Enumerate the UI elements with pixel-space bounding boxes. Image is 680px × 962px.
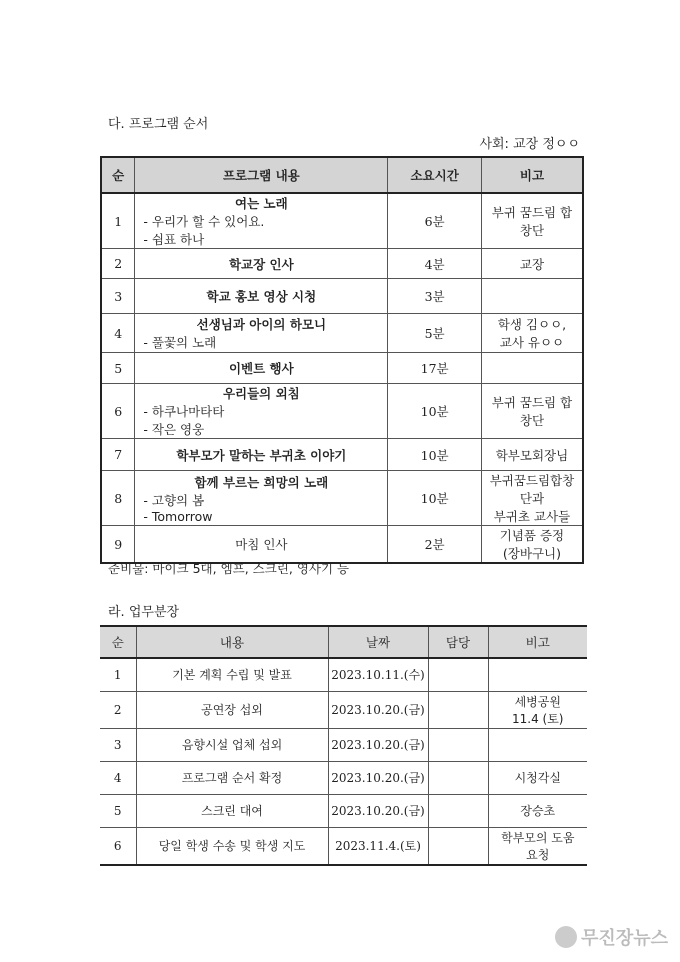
note: [488, 794, 587, 827]
program-subitem: - 풀꽃의 노래: [143, 335, 217, 350]
task-content: 프로그램 순서 확정: [136, 761, 328, 794]
program-content: [135, 193, 388, 249]
note: [481, 384, 583, 439]
row-number: 3: [101, 279, 135, 314]
row-number: 1: [101, 193, 135, 249]
task-content: 공연장 섭외: [136, 691, 328, 728]
task-date: 2023.10.20.(금): [328, 794, 428, 827]
table-row: [101, 314, 583, 353]
note: [488, 728, 587, 761]
note-line: 장승초: [520, 804, 556, 818]
table-row: [101, 471, 583, 526]
duration: 5분: [388, 314, 482, 353]
task-content: 당일 학생 수송 및 학생 지도: [136, 827, 328, 865]
row-number: 2: [100, 691, 136, 728]
column-header: 담당: [428, 626, 488, 658]
table-row: [101, 439, 583, 471]
program-title: 학부모가 말하는 부귀초 이야기: [176, 447, 347, 463]
table-row: [101, 249, 583, 279]
note: [488, 761, 587, 794]
table-row: [101, 279, 583, 314]
duration: 2분: [388, 526, 482, 564]
host-label: 사회: 교장 정ㅇㅇ: [479, 137, 580, 152]
duration: 10분: [388, 471, 482, 526]
note-line: 요청: [526, 847, 550, 862]
program-title: 학교 홍보 영상 시청: [206, 289, 317, 304]
program-subitem: - 작은 영웅: [143, 422, 205, 437]
note-line: (장바구니): [502, 546, 561, 561]
note: [488, 658, 587, 691]
note-line: 세병공원: [514, 694, 561, 709]
task-owner: [428, 827, 488, 865]
program-content: [135, 526, 388, 564]
table-row: [100, 691, 587, 728]
task-content: 음향시설 업체 섭외: [136, 728, 328, 761]
note-line: 기념품 증정: [499, 528, 565, 543]
duration: 17분: [388, 353, 482, 384]
program-title: 학교장 인사: [228, 256, 294, 272]
program-content: [135, 471, 388, 526]
program-title: 이벤트 행사: [228, 361, 294, 376]
note: [481, 249, 583, 279]
row-number: 5: [101, 353, 135, 384]
program-content: [135, 249, 388, 279]
task-owner: [428, 658, 488, 691]
duration: 6분: [388, 193, 482, 249]
note: [481, 439, 583, 471]
row-number: 3: [100, 728, 136, 761]
column-header: 소요시간: [388, 157, 482, 193]
task-date: 2023.10.20.(금): [328, 691, 428, 728]
section-heading-program-order: 다. 프로그램 순서: [108, 117, 209, 132]
table-row: [101, 526, 583, 564]
program-title: 우리들의 외침: [222, 386, 300, 401]
task-date: 2023.11.4.(토): [328, 827, 428, 865]
program-title: 선생님과 아이의 하모니: [196, 317, 327, 332]
task-date: 2023.10.20.(금): [328, 761, 428, 794]
table-row: [101, 193, 583, 249]
program-title: 여는 노래: [235, 196, 288, 211]
task-content: 기본 계획 수립 및 발표: [136, 658, 328, 691]
watermark: [555, 924, 668, 950]
row-number: 6: [100, 827, 136, 865]
program-subitem: - 고향의 봄: [143, 492, 205, 508]
row-number: 8: [101, 471, 135, 526]
task-owner: [428, 794, 488, 827]
table-row: [100, 728, 587, 761]
supplies-text: 준비물: 마이크 5대, 엠프, 스크린, 영사기 등: [108, 561, 350, 576]
program-subitem: - 하쿠나마타타: [143, 404, 225, 419]
note: [488, 827, 587, 865]
row-number: 2: [101, 249, 135, 279]
task-content: 스크린 대여: [136, 794, 328, 827]
program-table: [100, 156, 584, 564]
column-header: 비고: [481, 157, 583, 193]
note-line: 부귀초 교사들: [493, 509, 571, 524]
note-line: 교사 유ㅇㅇ: [499, 335, 565, 350]
section-heading-task-assignment: 라. 업무분장: [108, 605, 180, 620]
note-line: 시청각실: [514, 771, 561, 785]
note: [481, 279, 583, 314]
column-header: 날짜: [328, 626, 428, 658]
column-header: 내용: [136, 626, 328, 658]
task-table-header: [100, 626, 587, 658]
program-table-header: [101, 157, 583, 193]
task-owner: [428, 728, 488, 761]
duration: 10분: [388, 384, 482, 439]
watermark-logo-icon: [555, 926, 577, 948]
duration: 3분: [388, 279, 482, 314]
column-header: 순: [101, 157, 135, 193]
duration: 4분: [388, 249, 482, 279]
table-row: [100, 794, 587, 827]
row-number: 4: [100, 761, 136, 794]
table-row: [101, 384, 583, 439]
table-row: [100, 761, 587, 794]
task-table: [100, 625, 587, 866]
note: [481, 471, 583, 526]
column-header: 프로그램 내용: [135, 157, 388, 193]
program-subitem: - 우리가 할 수 있어요.: [143, 214, 265, 229]
column-header: 순: [100, 626, 136, 658]
program-subitem: - Tomorrow: [143, 508, 213, 524]
note-line: 부귀 꿈드림 합창단: [491, 205, 573, 238]
note: [481, 353, 583, 384]
note-line: 교장: [519, 256, 545, 272]
program-content: [135, 279, 388, 314]
task-owner: [428, 691, 488, 728]
table-row: [100, 658, 587, 691]
row-number: 7: [101, 439, 135, 471]
program-title: 마침 인사: [235, 537, 288, 552]
note: [481, 526, 583, 564]
program-title: 함께 부르는 희망의 노래: [194, 474, 329, 490]
watermark-text: 무진장뉴스: [581, 928, 668, 949]
note-line: 11.4 (토): [512, 711, 564, 726]
task-owner: [428, 761, 488, 794]
note-line: 부귀 꿈드림 합창단: [491, 395, 573, 428]
note-line: 학생 김ㅇㅇ,: [497, 317, 567, 332]
program-content: [135, 314, 388, 353]
row-number: 6: [101, 384, 135, 439]
note-line: 학부모회장님: [495, 447, 569, 463]
program-content: [135, 439, 388, 471]
note: [488, 691, 587, 728]
duration: 10분: [388, 439, 482, 471]
table-row: [101, 353, 583, 384]
table-row: [100, 827, 587, 865]
note: [481, 314, 583, 353]
column-header: 비고: [488, 626, 587, 658]
program-subitem: - 쉼표 하나: [143, 232, 205, 247]
row-number: 9: [101, 526, 135, 564]
task-date: 2023.10.11.(수): [328, 658, 428, 691]
note-line: 부귀꿈드림합창단과: [489, 473, 575, 506]
program-content: [135, 353, 388, 384]
row-number: 4: [101, 314, 135, 353]
row-number: 5: [100, 794, 136, 827]
task-date: 2023.10.20.(금): [328, 728, 428, 761]
note: [481, 193, 583, 249]
program-content: [135, 384, 388, 439]
row-number: 1: [100, 658, 136, 691]
note-line: 학부모의 도움: [501, 830, 575, 845]
